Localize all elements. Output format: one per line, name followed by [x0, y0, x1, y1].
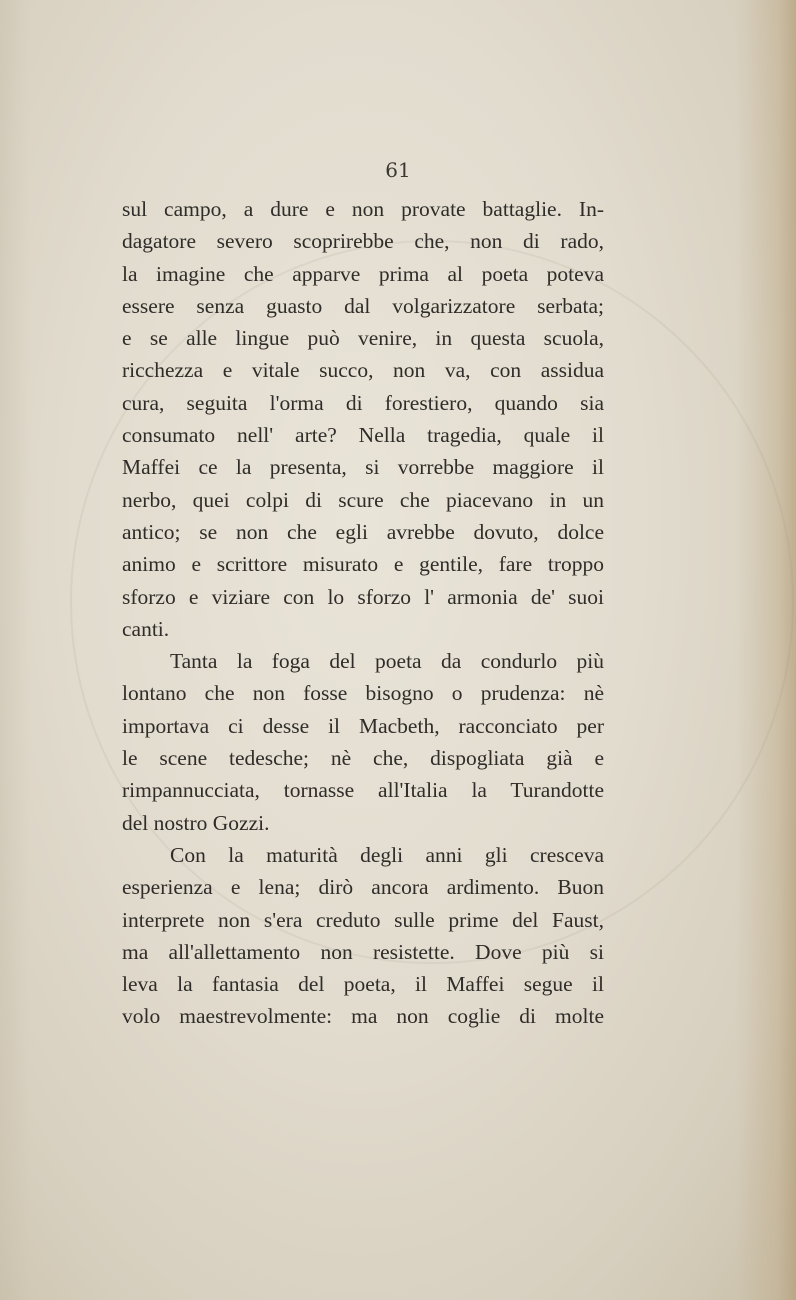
- text-line: sul campo, a dure e non provate battaglie. In-: [122, 197, 604, 221]
- page-number: 61: [385, 158, 411, 182]
- paragraph-start-line: Tanta la foga del poeta da condurlo più: [170, 649, 604, 674]
- text-line: rimpannucciata, tornasse all'Italia la Turandotte: [122, 778, 604, 803]
- text-line: importava ci desse il Macbeth, racconciato per: [122, 713, 604, 738]
- text-line: volo maestrevolmente: ma non coglie di molte: [122, 1004, 604, 1029]
- text-line: essere senza guasto dal volgarizzatore serbata;: [122, 293, 604, 318]
- text-line: le scene tedesche; nè che, dispogliata già e: [122, 746, 604, 771]
- text-line: ricchezza e vitale succo, non va, con assidua: [122, 358, 604, 383]
- text-line: esperienza e lena; dirò ancora ardimento. Buon: [122, 875, 604, 900]
- text-line: antico; se non che egli avrebbe dovuto, dolce: [122, 519, 604, 544]
- body-text: [122, 193, 604, 1033]
- paragraph-end-line: canti.: [122, 616, 170, 641]
- text-line: nerbo, quei colpi di scure che piacevano in un: [122, 487, 604, 512]
- text-line: animo e scrittore misurato e gentile, fare troppo: [122, 552, 604, 577]
- paragraph-start-line: Con la maturità degli anni gli cresceva: [170, 842, 604, 867]
- text-line: e se alle lingue può venire, in questa scuola,: [122, 326, 604, 351]
- paragraph-end-line: del nostro Gozzi.: [122, 810, 270, 835]
- text-line: la imagine che apparve prima al poeta poteva: [122, 261, 604, 286]
- text-line: cura, seguita l'orma di forestiero, quando sia: [122, 390, 604, 415]
- text-line: consumato nell' arte? Nella tragedia, quale il: [122, 423, 604, 448]
- text-line: lontano che non fosse bisogno o prudenza: nè: [122, 681, 604, 706]
- text-line: interprete non s'era creduto sulle prime del Faust,: [122, 907, 604, 932]
- text-line: Maffei ce la presenta, si vorrebbe maggiore il: [122, 455, 604, 480]
- text-line: sforzo e viziare con lo sforzo l' armonia de' suoi: [122, 584, 604, 609]
- text-line: dagatore severo scoprirebbe che, non di rado,: [122, 229, 604, 254]
- text-line: leva la fantasia del poeta, il Maffei segue il: [122, 972, 604, 997]
- page-shadow-left: [0, 0, 30, 1300]
- text-line: ma all'allettamento non resistette. Dove più si: [122, 939, 604, 964]
